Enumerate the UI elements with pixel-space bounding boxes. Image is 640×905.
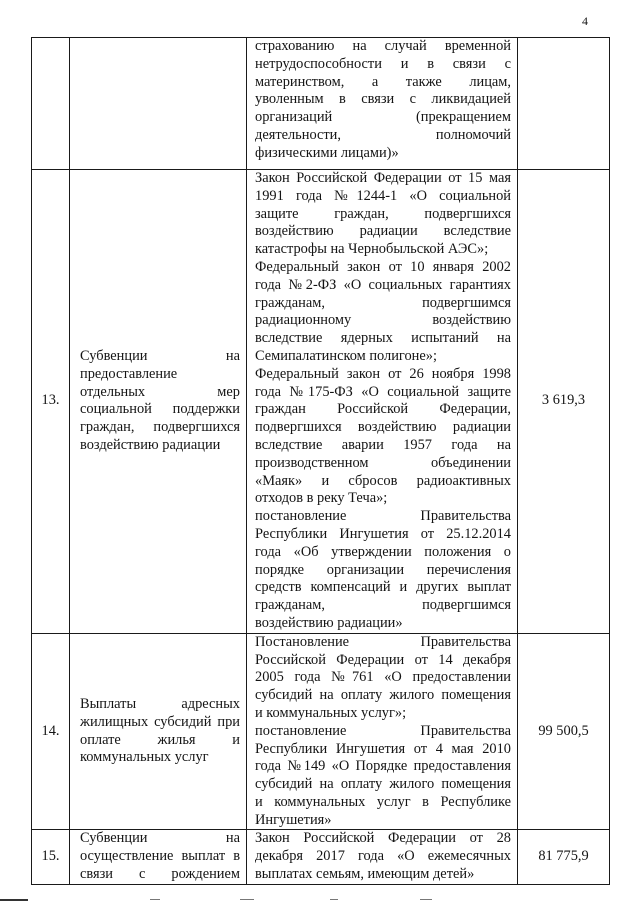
scan-mark: [240, 899, 254, 900]
legal-basis-line: года «Об утверждении положения о: [255, 543, 511, 560]
legal-basis-line: Республики Ингушетия от 25.12.2014: [255, 525, 511, 542]
legal-basis-line: отходов в реку Теча»;: [255, 490, 388, 507]
legal-basis-line: Закон Российской Федерации от 28: [255, 830, 511, 847]
legal-basis-cell: [247, 633, 518, 830]
legal-basis-cell: [247, 830, 518, 885]
expense-name-cell: [70, 830, 247, 885]
legal-basis-line: субсидий на оплату жилого помещения: [255, 776, 511, 793]
expense-name-line: Субвенции на: [80, 830, 240, 847]
legal-basis-line: Федеральный закон от 10 января 2002: [255, 258, 511, 275]
table-row: [32, 170, 610, 634]
legal-basis-line: страхованию на случай временной: [255, 38, 511, 54]
table-row: [32, 633, 610, 830]
legal-basis-line: выплатах семьям, имеющим детей»: [255, 866, 475, 883]
table-row: [32, 38, 610, 170]
legal-basis-line: уволенным в связи с ликвидацией: [255, 91, 511, 108]
table-body: [32, 38, 610, 885]
legal-basis-line: и коммунальных услуг в Республике: [255, 793, 511, 810]
legal-basis-cell: [247, 170, 518, 634]
expense-name-line: коммунальных услуг: [80, 749, 209, 766]
legal-basis-line: декабря 2017 года «О ежемесячных: [255, 848, 511, 865]
row-number: 13.: [32, 170, 70, 634]
legal-basis-line: средств компенсаций и других выплат: [255, 579, 511, 596]
legal-basis-line: Закон Российской Федерации от 15 мая: [255, 170, 511, 186]
scan-mark: [150, 899, 160, 900]
legal-basis-line: вследствие аварии 1957 года на: [255, 436, 511, 453]
legal-basis-line: организаций (прекращением: [255, 109, 511, 126]
legal-basis-line: Постановление Правительства: [255, 633, 511, 650]
legal-basis-line: подвергшихся воздействию радиации: [255, 419, 511, 436]
legal-basis-line: «Маяк» и сбросов радиоактивных: [255, 472, 511, 489]
expense-name-line: связи с рождением: [80, 866, 240, 883]
scan-edge-marks: [0, 893, 640, 905]
legal-basis-line: катастрофы на Чернобыльской АЭС»;: [255, 241, 489, 258]
expense-name-cell: [70, 38, 247, 170]
page-number: 4: [582, 14, 588, 28]
legal-basis-line: гражданам, подвергшимся: [255, 294, 511, 311]
expense-name-line: отдельных мер: [80, 383, 240, 400]
expense-name-line: Выплаты адресных: [80, 696, 240, 712]
scan-mark: [0, 899, 28, 901]
row-number: [32, 38, 70, 170]
legal-basis-line: воздействию радиации вследствие: [255, 223, 511, 240]
legal-basis-line: Федеральный закон от 26 ноября 1998: [255, 365, 511, 382]
amount-cell: [518, 38, 610, 170]
expense-name-line: предоставление: [80, 365, 178, 382]
legal-basis-line: радиационному воздействию: [255, 312, 511, 329]
legal-basis-line: 2005 года №761 «О предоставлении: [255, 669, 511, 686]
expense-name-line: жилищных субсидий при: [80, 713, 240, 730]
scan-mark: [420, 899, 432, 900]
legal-basis-line: производственном объединении: [255, 454, 511, 471]
legal-basis-line: года №2-ФЗ «О социальных гарантиях: [255, 276, 511, 293]
legal-basis-line: Ингушетия»: [255, 811, 332, 828]
legal-basis-cell: [247, 38, 518, 170]
expense-name-line: оплате жилья и: [80, 731, 240, 748]
expense-name-line: граждан, подвергшихся: [80, 419, 240, 436]
legal-basis-line: года №175-ФЗ «О социальной защите: [255, 383, 511, 400]
row-number: 15.: [32, 830, 70, 885]
expense-name-line: воздействию радиации: [80, 436, 221, 453]
legal-basis-line: 1991 года №1244-1 «О социальной: [255, 187, 511, 204]
legal-basis-line: постановление Правительства: [255, 508, 511, 525]
legal-basis-line: и коммунальных услуг»;: [255, 704, 407, 721]
row-number: 14.: [32, 633, 70, 830]
amount-cell: 99 500,5: [518, 633, 610, 830]
legal-basis-line: вследствие ядерных испытаний на: [255, 330, 511, 347]
legal-basis-line: Семипалатинском полигоне»;: [255, 347, 437, 364]
expense-name-cell: [70, 170, 247, 634]
expense-name-cell: [70, 633, 247, 830]
scan-mark: [330, 899, 338, 900]
legal-basis-line: Республики Ингушетия от 4 мая 2010: [255, 740, 511, 757]
legal-basis-line: порядке организации перечисления: [255, 561, 511, 578]
legal-basis-line: деятельности, полномочий: [255, 126, 511, 143]
legal-basis-line: граждан Российской Федерации,: [255, 401, 511, 418]
legal-basis-line: постановление Правительства: [255, 722, 511, 739]
legal-basis-line: Российской Федерации от 14 декабря: [255, 651, 511, 668]
legal-basis-line: воздействию радиации»: [255, 614, 403, 631]
legal-basis-line: защите граждан, подвергшихся: [255, 205, 511, 222]
legal-basis-line: нетрудоспособности и в связи с: [255, 55, 511, 72]
legal-basis-line: физическими лицами)»: [255, 144, 399, 161]
table-row: [32, 830, 610, 885]
legal-basis-line: года №149 «О Порядке предоставления: [255, 758, 511, 775]
amount-cell: 3 619,3: [518, 170, 610, 634]
amount-cell: 81 775,9: [518, 830, 610, 885]
subventions-table: [31, 37, 610, 885]
expense-name-line: осуществление выплат в: [80, 848, 240, 865]
legal-basis-line: материнством, а также лицам,: [255, 73, 511, 90]
legal-basis-line: субсидий на оплату жилого помещения: [255, 687, 511, 704]
expense-name-line: Субвенции на: [80, 347, 240, 364]
legal-basis-line: гражданам, подвергшимся: [255, 597, 511, 614]
expense-name-line: социальной поддержки: [80, 401, 240, 418]
